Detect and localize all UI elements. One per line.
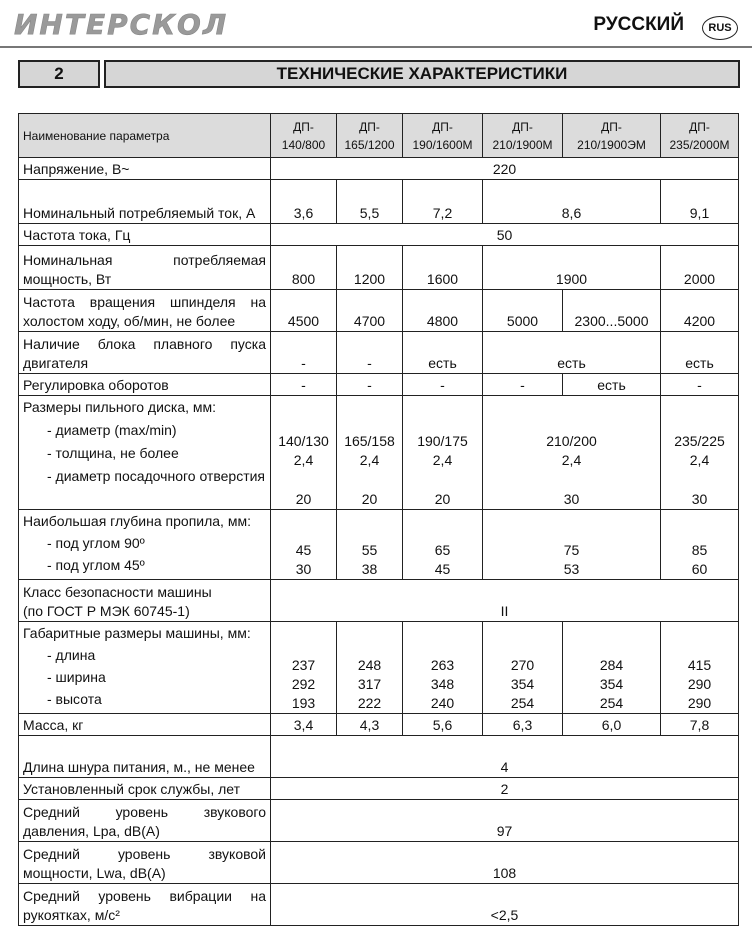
value-cell: есть [661, 332, 739, 374]
value-cell: 50 [271, 224, 739, 246]
value-line: 2,4 [293, 452, 314, 468]
value-cell: - [337, 332, 403, 374]
value-line: 415 [687, 657, 712, 673]
table-header-row [19, 114, 739, 158]
value-cell: 5000 [483, 290, 563, 332]
value-line: 317 [357, 676, 382, 692]
table-row [19, 246, 739, 290]
table-row [19, 158, 739, 180]
value-cell: 1200 [337, 246, 403, 290]
value-cell: 4200 [661, 290, 739, 332]
value-line: 20 [295, 491, 312, 507]
table-row [19, 800, 739, 842]
param-label [19, 396, 271, 510]
value-line: 38 [361, 561, 378, 577]
model-header: ДП- 235/2000М [661, 114, 739, 158]
model-header: ДП- 210/1900ЭМ [563, 114, 661, 158]
value-cell: 7,8 [661, 714, 739, 736]
param-label: Средний уровень звукового давления, Lpa, dB(A) [19, 800, 271, 842]
value-cell: 3,6 [271, 180, 337, 224]
value-cell [337, 510, 403, 580]
value-line: 85 [691, 542, 708, 558]
table-row [19, 622, 739, 714]
model-header: ДП- 210/1900М [483, 114, 563, 158]
value-cell: 2 [271, 778, 739, 800]
value-cell: 8,6 [483, 180, 661, 224]
value-line: 60 [691, 561, 708, 577]
value-cell [661, 510, 739, 580]
param-label: Регулировка оборотов [19, 374, 271, 396]
param-sub-label: - длина [47, 647, 96, 663]
param-group-label: Габаритные размеры машины, мм: [23, 625, 251, 641]
param-sub-label: - ширина [47, 669, 106, 685]
param-label-line: (по ГОСТ Р МЭК 60745-1) [23, 603, 190, 619]
value-cell: 4800 [403, 290, 483, 332]
value-cell: - [271, 332, 337, 374]
spec-table [18, 113, 739, 926]
value-line: 165/158 [344, 433, 395, 449]
value-cell: II [271, 580, 739, 622]
value-cell: 9,1 [661, 180, 739, 224]
value-cell [483, 510, 661, 580]
table-row [19, 714, 739, 736]
table-row [19, 374, 739, 396]
param-sub-label: - толщина, не более [47, 445, 179, 461]
param-group-label: Размеры пильного диска, мм: [23, 399, 217, 415]
value-cell [661, 396, 739, 510]
value-cell [483, 622, 563, 714]
value-line: 254 [599, 695, 624, 711]
value-cell: есть [483, 332, 661, 374]
value-cell [563, 622, 661, 714]
table-row [19, 224, 739, 246]
table-row [19, 842, 739, 884]
value-line: 248 [357, 657, 382, 673]
param-sub-label: - под углом 90º [47, 535, 145, 551]
value-line: 2,4 [359, 452, 380, 468]
table-row [19, 510, 739, 580]
value-cell: - [337, 374, 403, 396]
value-line: 190/175 [417, 433, 468, 449]
value-line: 30 [563, 491, 580, 507]
value-cell [403, 396, 483, 510]
value-line: 235/225 [674, 433, 725, 449]
value-cell: есть [403, 332, 483, 374]
language-label: РУССКИЙ [593, 14, 684, 35]
value-cell: 108 [271, 842, 739, 884]
param-label: Частота тока, Гц [19, 224, 271, 246]
param-label: Длина шнура питания, м., не менее [19, 736, 271, 778]
section-title: ТЕХНИЧЕСКИЕ ХАРАКТЕРИСТИКИ [104, 60, 740, 88]
value-line: 53 [563, 561, 580, 577]
value-cell: 7,2 [403, 180, 483, 224]
value-cell [271, 396, 337, 510]
value-cell: - [661, 374, 739, 396]
value-cell [271, 510, 337, 580]
value-line: 2,4 [561, 452, 582, 468]
value-line: 348 [430, 676, 455, 692]
brand-logo: ИНТЕРСКОЛ [14, 8, 229, 41]
value-line: 20 [361, 491, 378, 507]
table-row [19, 778, 739, 800]
value-line: 75 [563, 542, 580, 558]
value-cell [337, 622, 403, 714]
value-cell: 4500 [271, 290, 337, 332]
table-row [19, 290, 739, 332]
value-cell: - [271, 374, 337, 396]
param-label: Средний уровень вибрации на рукоятках, м/с² [19, 884, 271, 926]
value-line: 270 [510, 657, 535, 673]
table-row [19, 396, 739, 510]
param-label: Средний уровень звуковой мощности, Lwa, dB(A) [19, 842, 271, 884]
value-cell: 3,4 [271, 714, 337, 736]
value-cell [483, 396, 661, 510]
value-line: 45 [434, 561, 451, 577]
header-rule [0, 46, 752, 48]
param-label: Наличие блока плавного пуска двигателя [19, 332, 271, 374]
value-cell: 97 [271, 800, 739, 842]
value-line: 284 [599, 657, 624, 673]
language-badge: RUS [702, 16, 738, 40]
value-line: 290 [687, 695, 712, 711]
value-cell: - [403, 374, 483, 396]
value-line: 193 [291, 695, 316, 711]
param-label: Номинальный потребляемый ток, А [19, 180, 271, 224]
param-label: Напряжение, В~ [19, 158, 271, 180]
value-cell [661, 622, 739, 714]
value-line: 237 [291, 657, 316, 673]
value-cell: 800 [271, 246, 337, 290]
value-line: 45 [295, 542, 312, 558]
value-cell: 6,0 [563, 714, 661, 736]
value-cell: 220 [271, 158, 739, 180]
param-label [19, 580, 271, 622]
value-line: 263 [430, 657, 455, 673]
value-cell: есть [563, 374, 661, 396]
value-line: 2,4 [689, 452, 710, 468]
section-number: 2 [18, 60, 100, 88]
value-line: 20 [434, 491, 451, 507]
value-line: 30 [295, 561, 312, 577]
param-sub-label: - диаметр (max/min) [47, 422, 177, 438]
table-row [19, 180, 739, 224]
value-cell: 1900 [483, 246, 661, 290]
param-sub-label: - диаметр посадочного отверстия [47, 468, 266, 484]
value-cell: 5,6 [403, 714, 483, 736]
value-line: 55 [361, 542, 378, 558]
value-cell: 4,3 [337, 714, 403, 736]
value-cell: - [483, 374, 563, 396]
value-line: 65 [434, 542, 451, 558]
value-line: 30 [691, 491, 708, 507]
table-row [19, 332, 739, 374]
param-header: Наименование параметра [19, 114, 271, 158]
param-label: Установленный срок службы, лет [19, 778, 271, 800]
param-label: Номинальная потребляемая мощность, Вт [19, 246, 271, 290]
value-line: 210/200 [546, 433, 597, 449]
value-line: 354 [599, 676, 624, 692]
value-cell [403, 622, 483, 714]
value-cell: 2000 [661, 246, 739, 290]
param-sub-label: - высота [47, 691, 102, 707]
param-group-label: Наибольшая глубина пропила, мм: [23, 513, 251, 529]
param-label [19, 510, 271, 580]
value-cell: 4700 [337, 290, 403, 332]
value-cell: 2300...5000 [563, 290, 661, 332]
param-sub-label: - под углом 45º [47, 557, 145, 573]
value-cell [271, 622, 337, 714]
value-line: 2,4 [432, 452, 453, 468]
value-cell [337, 396, 403, 510]
model-header: ДП- 165/1200 [337, 114, 403, 158]
value-line: 240 [430, 695, 455, 711]
model-header: ДП- 190/1600М [403, 114, 483, 158]
model-header: ДП- 140/800 [271, 114, 337, 158]
value-cell: <2,5 [271, 884, 739, 926]
param-label [19, 622, 271, 714]
value-cell: 4 [271, 736, 739, 778]
value-line: 354 [510, 676, 535, 692]
value-line: 290 [687, 676, 712, 692]
param-label: Частота вращения шпинделя на холостом ходу, об/мин, не более [19, 290, 271, 332]
table-row [19, 580, 739, 622]
value-line: 292 [291, 676, 316, 692]
value-cell: 6,3 [483, 714, 563, 736]
value-line: 140/130 [278, 433, 329, 449]
value-cell [403, 510, 483, 580]
value-line: 222 [357, 695, 382, 711]
param-label-line: Класс безопасности машины [23, 584, 212, 600]
table-row [19, 736, 739, 778]
value-line: 254 [510, 695, 535, 711]
table-row [19, 884, 739, 926]
value-cell: 1600 [403, 246, 483, 290]
param-label: Масса, кг [19, 714, 271, 736]
value-cell: 5,5 [337, 180, 403, 224]
